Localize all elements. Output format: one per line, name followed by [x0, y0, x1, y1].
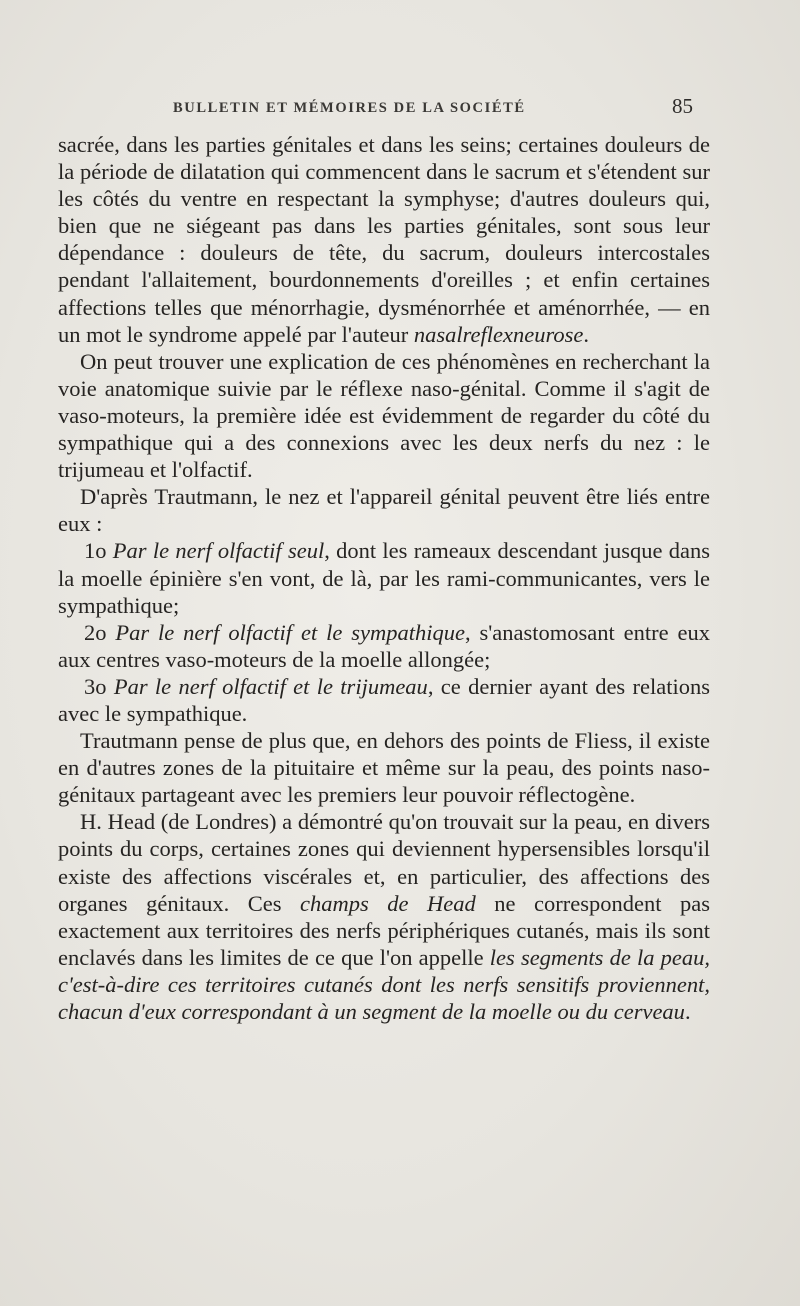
paragraph-4: Trautmann pense de plus que, en dehors des points de Fliess, il existe en d'autres zones de la pituitaire et même sur la peau, des points naso-génitaux partageant avec les premiers leur pouvoir réflectogène.: [58, 728, 710, 808]
list-item-2-text: , s'anastomosant entre eux aux centres vaso-moteurs de la moelle allongée;: [58, 619, 710, 672]
list-item-1: [58, 537, 710, 618]
paragraph-5-end: .: [684, 999, 691, 1024]
paragraph-1-term: nasalreflexneurose: [413, 321, 584, 347]
paragraph-5: [58, 808, 710, 1025]
list-item-1-number: 1o: [84, 538, 113, 564]
running-head: BULLETIN ET MÉMOIRES DE LA SOCIÉTÉ: [173, 100, 526, 116]
list-item-1-title: Par le nerf olfactif seul: [112, 538, 325, 564]
list-item-2-number: 2o: [84, 619, 116, 645]
list-item-1-text: , dont les rameaux descendant jusque dans la moelle épinière s'en vont, de là, par les rami-communicantes, vers le sympathique;: [58, 538, 710, 618]
page-number: 85: [672, 94, 693, 118]
list-item-3-title: Par le nerf olfactif et le trijumeau: [113, 673, 428, 699]
paragraph-1-end: .: [583, 321, 589, 347]
list-item-3: [58, 673, 710, 727]
list-item-2: [58, 619, 710, 673]
paragraph-3: D'après Trautmann, le nez et l'appareil génital peuvent être liés entre eux :: [58, 484, 710, 537]
paragraph-5-term-segments: les segments de la peau, c'est-à-dire ces territoires cutanés dont les nerfs sensitifs proviennent, chacun d'eux correspondant à un segment de la moelle ou du cerveau: [58, 944, 710, 1024]
paragraph-1: [58, 131, 710, 348]
body-text: [58, 131, 710, 1025]
paragraph-5-text-a: H. Head (de Londres) a démontré qu'on trouvait sur la peau, en divers points du corps, certaines zones qui deviennent hypersensibles lorsqu'il existe des affections viscérales et, en particulier, des affections des organes génitaux. Ces: [58, 809, 710, 916]
list-item-2-title: Par le nerf olfactif et le sympathique: [115, 619, 465, 645]
page-header: [0, 94, 800, 122]
list-item-3-number: 3o: [84, 673, 114, 699]
paragraph-5-text-b: ne correspondent pas exactement aux territoires des nerfs périphériques cutanés, mais ils sont enclavés dans les limites de ce que l'on appelle: [58, 890, 710, 970]
paragraph-1-text: sacrée, dans les parties génitales et dans les seins; certaines douleurs de la période de dilatation qui commencent dans le sacrum et s'étendent sur les côtés du ventre en respectant la symphyse; d'autres douleurs qui, bien que ne siégeant pas dans les parties génitales, sont sous leur dépendance : douleurs de tête, du sacrum, douleurs intercostales pendant l'allaitement, bourdonnements d'oreilles ; et enfin certaines affections telles que ménorrhagie, dysménorrhée et aménorrhée, — en un mot le syndrome appelé par l'auteur: [58, 132, 710, 347]
paragraph-2: On peut trouver une explication de ces phénomènes en recherchant la voie anatomique suivie par le réflexe naso-génital. Comme il s'agit de vaso-moteurs, la première idée est évidemment de regarder du côté du sympathique qui a des connexions avec les deux nerfs du nez : le trijumeau et l'olfactif.: [58, 348, 710, 483]
paragraph-5-term-head: champs de Head: [299, 890, 476, 916]
list-item-3-text: , ce dernier ayant des relations avec le sympathique.: [58, 673, 710, 726]
